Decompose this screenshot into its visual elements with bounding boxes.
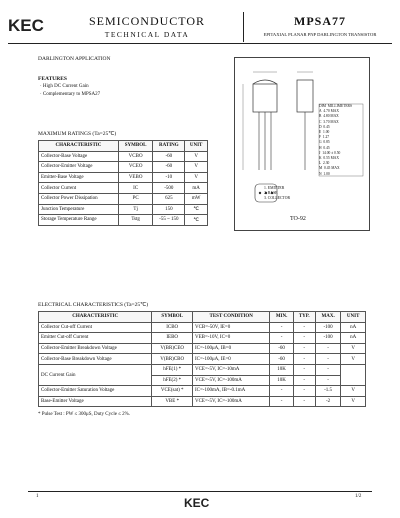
table-cell: Emitter-Base Voltage (39, 172, 119, 183)
header-rule (8, 43, 392, 44)
feature-item: · Complementary to MPSA27 (40, 92, 101, 97)
table-cell: - (270, 322, 293, 333)
table-cell: hFE(1) * (152, 364, 193, 375)
dimension-row: B 4.80 MAX (319, 114, 339, 119)
dimension-row: G 0.85 (319, 140, 330, 145)
dimension-header: DIM MILLIMETERS (319, 104, 352, 108)
column-header: CHARACTERISTIC (39, 141, 119, 152)
column-header: SYMBOL (152, 312, 193, 323)
table-cell: -1.5 (315, 386, 341, 397)
pin-label: 3. COLLECTOR (264, 196, 291, 200)
max-ratings-table (38, 140, 208, 226)
dimension-row: C 3.70 MAX (319, 119, 339, 124)
table-cell: - (293, 375, 315, 386)
table-cell: V (341, 354, 366, 365)
table-cell: VCE=-5V, IC=-100mA (192, 375, 270, 386)
table-cell: Storage Temperature Range (39, 215, 119, 226)
table-row (39, 364, 366, 375)
table-cell: V (341, 396, 366, 407)
table-cell: Junction Temperature (39, 204, 119, 215)
dimension-table (319, 104, 352, 177)
dimension-row: D 0.45 (319, 124, 330, 129)
table-cell: -500 (153, 183, 185, 194)
pin-legend (264, 186, 290, 201)
table-cell: DC Current Gain (39, 364, 152, 385)
table-cell: - (293, 343, 315, 354)
column-header: UNIT (341, 312, 366, 323)
table-cell: PC (118, 193, 153, 204)
elec-table (38, 311, 366, 407)
table-row (39, 343, 366, 354)
table-cell: -2 (315, 396, 341, 407)
column-header: TYP. (293, 312, 315, 323)
table-cell: V (341, 343, 366, 354)
table-cell: Collector-Emitter Breakdown Voltage (39, 343, 152, 354)
table-cell: V (185, 151, 208, 162)
table-cell: IC=-100mA, IB=-0.1mA (192, 386, 270, 397)
table-row (39, 354, 366, 365)
table-cell: Collector-Base Voltage (39, 151, 119, 162)
page-number: 1/2 (355, 494, 362, 499)
table-cell: 625 (153, 193, 185, 204)
table-cell: hFE(2) * (152, 375, 193, 386)
table-cell: - (293, 333, 315, 344)
table-row (39, 396, 366, 407)
dimension-row: M 0.45 MAX (319, 166, 340, 171)
table-cell: Tstg (118, 215, 153, 226)
table-row (39, 193, 208, 204)
table-cell: Collector Cut-off Current (39, 322, 152, 333)
column-header: TEST CONDITION (192, 312, 270, 323)
table-cell: IEBO (152, 333, 193, 344)
column-header: RATING (153, 141, 185, 152)
table-row (39, 183, 208, 194)
header-divider (243, 12, 244, 42)
table-cell: V (185, 172, 208, 183)
pulse-test-note: * Pulse Test : PW ≤ 300μS, Duty Cycle ≤ 2%. (38, 412, 131, 417)
footer-rule (28, 491, 372, 492)
table-cell: V (341, 386, 366, 397)
table-cell: -60 (270, 354, 293, 365)
table-cell: VBE * (152, 396, 193, 407)
table-cell: -10 (153, 172, 185, 183)
table-cell: IC=-100μA, IB=0 (192, 343, 270, 354)
table-cell: ℃ (185, 215, 208, 226)
table-cell: VEB=-10V, IC=0 (192, 333, 270, 344)
table-cell: - (270, 333, 293, 344)
table-cell: - (293, 322, 315, 333)
company-title: SEMICONDUCTOR (88, 14, 206, 28)
table-cell: -55 ~ 150 (153, 215, 185, 226)
table-cell: V(BR)CBO (152, 354, 193, 365)
table-cell: - (270, 386, 293, 397)
dimension-row: N 1.00 (319, 171, 330, 176)
table-cell: ℃ (185, 204, 208, 215)
table-cell: - (293, 354, 315, 365)
table-cell: IC (118, 183, 153, 194)
column-header: SYMBOL (118, 141, 153, 152)
table-cell: - (293, 396, 315, 407)
table-cell: 10K (270, 364, 293, 375)
table-cell: - (315, 375, 341, 386)
table-cell: V (185, 162, 208, 173)
part-description: EPITAXIAL PLANAR PNP DARLINGTON TRANSISTOR (263, 32, 377, 37)
pin-label: 1. EMITTER (264, 186, 285, 190)
table-row (39, 204, 208, 215)
dimension-row: F 1.27 (319, 135, 330, 140)
table-cell: Emitter Cut-off Current (39, 333, 152, 344)
table-cell: mA (185, 183, 208, 194)
table-cell: VCE=-5V, IC=-100mA (192, 396, 270, 407)
table-cell: VCBO (118, 151, 153, 162)
table-cell: Collector-Emitter Voltage (39, 162, 119, 173)
table-row (39, 151, 208, 162)
table-cell: VCEO (118, 162, 153, 173)
table-cell: -100 (315, 322, 341, 333)
footer-left: 1 (36, 494, 39, 499)
dimension-row: L 2.30 (319, 161, 330, 166)
table-cell: -60 (153, 162, 185, 173)
footer-logo: KEC (184, 496, 210, 510)
table-row (39, 172, 208, 183)
table-cell: VCE=-5V, IC=-10mA (192, 364, 270, 375)
table-cell: Base-Emitter Voltage (39, 396, 152, 407)
part-number: MPSA77 (294, 14, 346, 28)
table-cell: VEBO (118, 172, 153, 183)
table-cell: - (315, 343, 341, 354)
dimension-row: K 0.55 MAX (319, 156, 339, 161)
table-row (39, 215, 208, 226)
table-cell (341, 364, 366, 385)
features-title: FEATURES (38, 76, 67, 82)
table-cell: - (270, 396, 293, 407)
table-row (39, 386, 366, 397)
elec-title: ELECTRICAL CHARACTERISTICS (Ta=25℃) (38, 302, 149, 308)
kec-logo: KEC (8, 16, 44, 35)
table-cell: -100 (315, 333, 341, 344)
dimension-row: J 14.00 ± 0.50 (319, 150, 341, 155)
table-cell: 150 (153, 204, 185, 215)
dimension-row: H 0.45 (319, 145, 330, 150)
table-cell: Tj (118, 204, 153, 215)
max-ratings-title: MAXIMUM RATINGS (Ta=25℃) (38, 131, 117, 137)
table-cell: Collector Current (39, 183, 119, 194)
table-cell: - (315, 364, 341, 375)
table-header-row (39, 141, 208, 152)
table-cell: - (293, 364, 315, 375)
column-header: CHARACTERISTIC (39, 312, 152, 323)
column-header: MIN. (270, 312, 293, 323)
table-cell: VCB=-50V, IE=0 (192, 322, 270, 333)
table-row (39, 333, 366, 344)
column-header: MAX. (315, 312, 341, 323)
company-subtitle: TECHNICAL DATA (104, 30, 190, 39)
dimension-row: E 1.00 (319, 130, 330, 135)
table-cell: Collector Power Dissipation (39, 193, 119, 204)
table-cell: - (293, 386, 315, 397)
table-cell: ICBO (152, 322, 193, 333)
table-cell: nA (341, 322, 366, 333)
application-title: DARLINGTON APPLICATION (38, 56, 111, 62)
table-cell: mW (185, 193, 208, 204)
table-cell: V(BR)CEO (152, 343, 193, 354)
pin-label: 2. BASE (264, 191, 278, 195)
table-cell: Collector-Emitter Saturation Voltage (39, 386, 152, 397)
dimension-row: A 4.70 MAX (319, 109, 339, 114)
table-cell: -60 (153, 151, 185, 162)
column-header: UNIT (185, 141, 208, 152)
table-cell: VCE(sat) * (152, 386, 193, 397)
table-cell: nA (341, 333, 366, 344)
table-cell: 10K (270, 375, 293, 386)
feature-item: · High DC Current Gain (40, 84, 89, 89)
table-row (39, 162, 208, 173)
table-header-row (39, 312, 366, 323)
table-cell: - (315, 354, 341, 365)
table-cell: IC=-100μA, IE=0 (192, 354, 270, 365)
table-cell: -60 (270, 343, 293, 354)
package-name: TO-92 (290, 216, 306, 222)
table-cell: Collector-Base Breakdown Voltage (39, 354, 152, 365)
table-row (39, 322, 366, 333)
